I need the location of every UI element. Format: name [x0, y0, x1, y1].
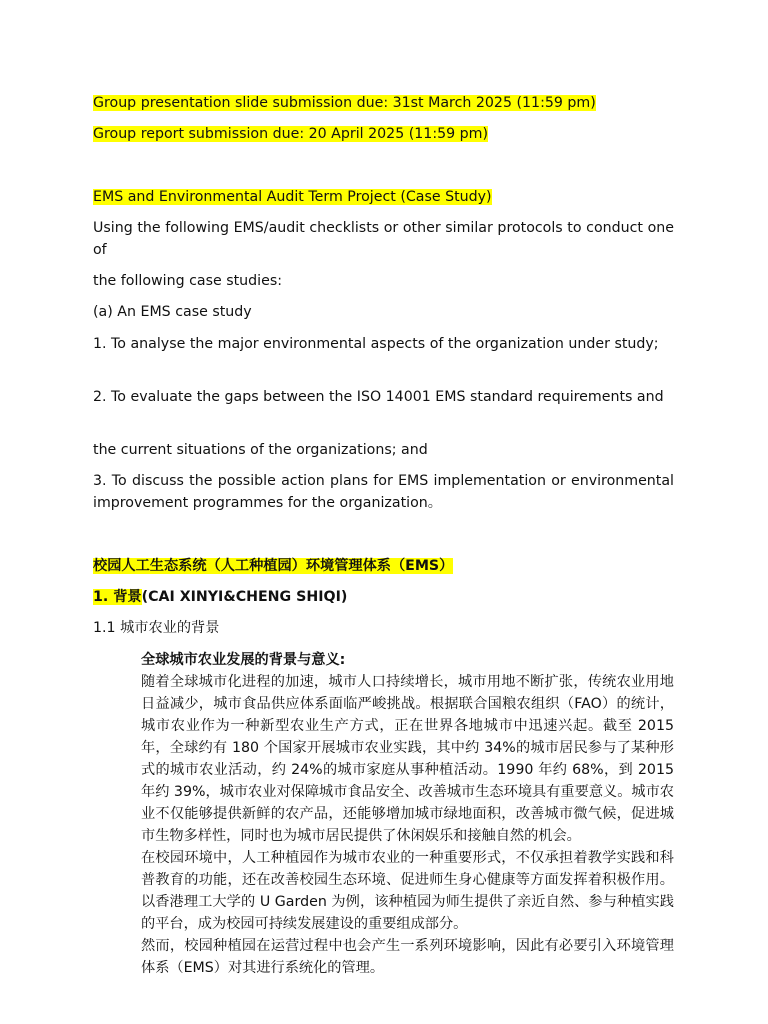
section-1-title: 背景: [113, 589, 142, 605]
project-title-line: [93, 186, 674, 208]
due-slides-line: [93, 92, 674, 114]
section-1-number: 1.: [93, 589, 114, 605]
cn-heading: 校园人工生态系统（人工种植园）环境管理体系（EMS）: [93, 558, 454, 574]
objective-item-2-line-1: 2. To evaluate the gaps between the ISO 14001 EMS standard requirements and: [93, 389, 664, 405]
due-report-line: [93, 123, 674, 145]
objective-item-3: 3. To discuss the possible action plans for EMS implementation or environmental improvement programmes for the organization。: [93, 473, 674, 511]
intro-line-2: the following case studies:: [93, 273, 283, 289]
project-title: EMS and Environmental Audit Term Project (Case Study): [93, 189, 492, 205]
cn-heading-line: [93, 555, 674, 577]
objective-item-2-line-2: the current situations of the organizations; and: [93, 442, 428, 458]
paragraph-1: 随着全球城市化进程的加速，城市人口持续增长，城市用地不断扩张，传统农业用地日益减少，城市食品供应体系面临严峻挑战。根据联合国粮农组织（FAO）的统计，城市农业作为一种新型农业生产方式，正在世界各地城市中迅速兴起。截至 2015 年，全球约有 180 个国家开展城市农业实践，其中约 34%的城市居民参与了某种形式的城市农业活动，约 24%的城市家庭从事种植活动。1990 年约 68%，到 2015 年约 39%，城市农业对保障城市食品安全、改善城市生态环境具有重要意义。城市农业不仅能够提供新鲜的农产品，还能够增加城市绿地面积，改善城市微气候，促进城市生物多样性，同时也为城市居民提供了休闲娱乐和接触自然的机会。: [141, 674, 674, 844]
subheading: 全球城市农业发展的背景与意义:: [141, 652, 346, 668]
due-slides-text: Group presentation slide submission due: 31st March 2025 (11:59 pm): [93, 95, 596, 111]
body-text-block: [141, 671, 674, 1011]
paragraph-2: 在校园环境中，人工种植园作为城市农业的一种重要形式，不仅承担着教学实践和科普教育的功能，还在改善校园生态环境、促进师生身心健康等方面发挥着积极作用。以香港理工大学的 U Garden 为例，该种植园为师生提供了亲近自然、参与种植实践的平台，成为校园可持续发展建设的重要组成部分。: [141, 850, 674, 932]
due-report-text: Group report submission due: 20 April 2025 (11:59 pm): [93, 126, 489, 142]
case-a-line: (a) An EMS case study: [93, 304, 252, 320]
section-1-heading: [93, 586, 674, 608]
subsection-1-1-heading: 1.1 城市农业的背景: [93, 620, 220, 636]
paragraph-3: 然而，校园种植园在运营过程中也会产生一系列环境影响，因此有必要引入环境管理体系（EMS）对其进行系统化的管理。: [141, 938, 674, 976]
section-1-authors: (CAI XINYI&CHENG SHIQI): [141, 589, 348, 605]
intro-line-1: Using the following EMS/audit checklists or other similar protocols to conduct one of: [93, 220, 674, 258]
objective-item-1: 1. To analyse the major environmental aspects of the organization under study;: [93, 336, 659, 352]
